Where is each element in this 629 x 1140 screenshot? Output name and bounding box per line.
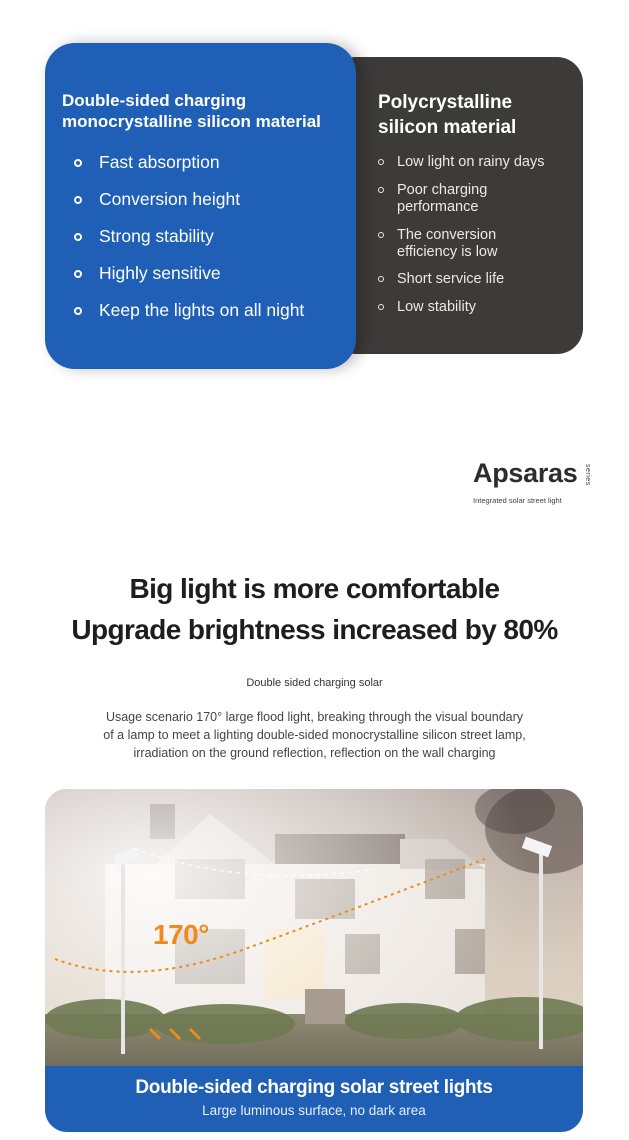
house-photo (45, 789, 583, 1132)
list-item (378, 299, 583, 316)
list-item-line: efficiency is low (397, 243, 498, 260)
list-item-text (397, 271, 504, 288)
monocrystalline-title-line1: Double-sided charging (62, 91, 247, 110)
polycrystalline-title-line1: Polycrystalline (378, 92, 513, 113)
description-line2: of a lamp to meet a lighting double-sided monocrystalline silicon street lamp, (103, 728, 526, 742)
bullet-icon (378, 159, 384, 165)
sub-label: Double sided charging solar (246, 677, 383, 689)
bullet-icon (74, 307, 82, 315)
brand-logo (473, 458, 603, 510)
monocrystalline-list (74, 144, 356, 329)
list-item (378, 154, 583, 171)
headline (0, 568, 629, 650)
list-item (378, 271, 583, 288)
polycrystalline-title-line2: silicon material (378, 116, 517, 138)
headline-line1: Big light is more comfortable (129, 573, 500, 604)
list-item (74, 218, 356, 255)
monocrystalline-title-line2: monocrystalline silicon material (62, 111, 321, 131)
description-line3: irradiation on the ground reflection, reflection on the wall charging (133, 746, 496, 760)
list-item-text: Highly sensitive (99, 263, 221, 284)
list-item-line: The conversion (397, 226, 497, 243)
monocrystalline-card (45, 43, 356, 369)
polycrystalline-list (378, 154, 583, 316)
list-item-text: Strong stability (99, 226, 214, 247)
monocrystalline-title (62, 91, 356, 132)
list-item (378, 227, 583, 262)
list-item-text (397, 227, 497, 262)
description-line1: Usage scenario 170° large flood light, breaking through the visual boundary (105, 710, 524, 724)
angle-label: 170° (153, 919, 209, 950)
list-item-line: Short service life (397, 271, 505, 288)
list-item-text (397, 182, 487, 217)
photo-banner (45, 1066, 583, 1132)
polycrystalline-card (330, 57, 583, 354)
list-item-line: Low stability (397, 298, 476, 315)
list-item-line: Low light on rainy days (397, 154, 545, 171)
bullet-icon (74, 270, 82, 278)
bullet-icon (378, 232, 384, 238)
list-item-line: Poor charging (397, 181, 488, 198)
banner-title: Double-sided charging solar street lights (135, 1077, 493, 1098)
list-item-text: Fast absorption (99, 152, 220, 173)
banner-subtitle: Large luminous surface, no dark area (202, 1103, 426, 1118)
polycrystalline-title (378, 91, 583, 140)
bullet-icon (74, 233, 82, 241)
list-item-text: Conversion height (99, 189, 241, 210)
brand-series: series (584, 464, 591, 486)
list-item-text: Keep the lights on all night (99, 300, 305, 321)
list-item (74, 255, 356, 292)
bullet-icon (378, 187, 384, 193)
list-item (74, 181, 356, 218)
bullet-icon (378, 276, 384, 282)
bullet-icon (74, 196, 82, 204)
description (60, 708, 569, 762)
list-item (74, 292, 356, 329)
headline-line2: Upgrade brightness increased by 80% (71, 614, 558, 645)
bullet-icon (74, 159, 82, 167)
list-item-text (397, 299, 476, 316)
list-item (378, 182, 583, 217)
list-item (74, 144, 356, 181)
list-item-text (397, 154, 545, 171)
brand-name: Apsaras (473, 458, 578, 488)
bullet-icon (378, 304, 384, 310)
list-item-line: performance (397, 199, 479, 216)
brand-subtitle: Integrated solar street light (473, 496, 562, 505)
